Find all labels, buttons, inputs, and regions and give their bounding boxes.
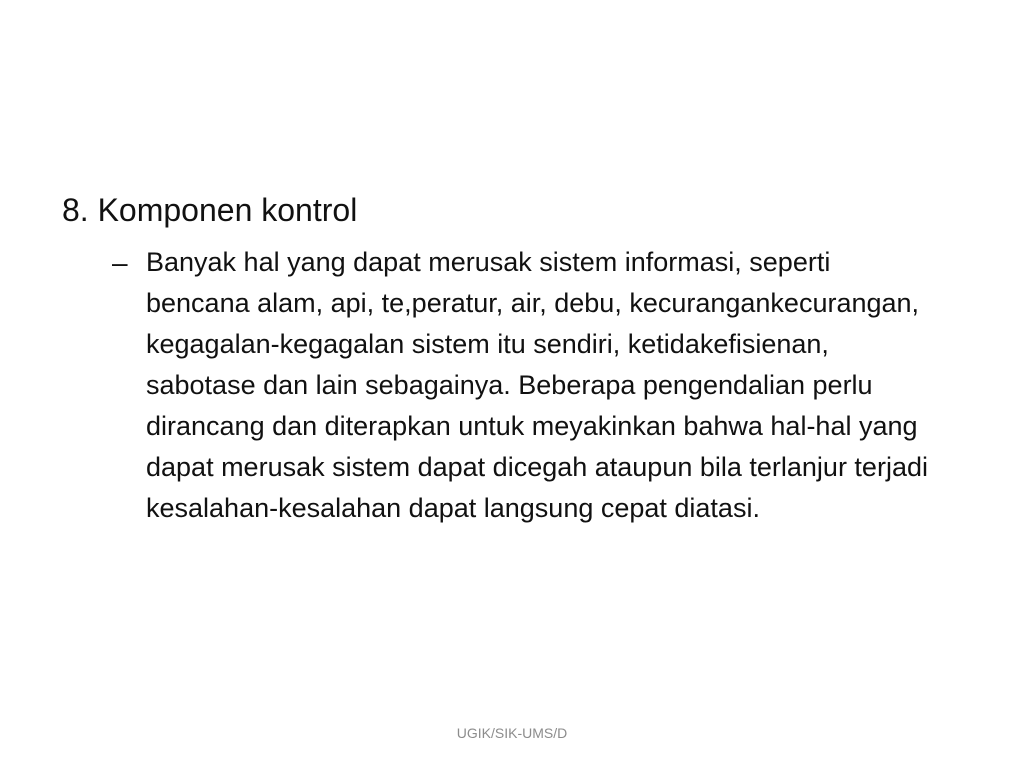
slide-footer: UGIK/SIK-UMS/D [456, 725, 568, 741]
dash-bullet-marker: – [112, 247, 128, 278]
body-paragraph: Banyak hal yang dapat merusak sistem informasi, seperti bencana alam, api, te,peratur, air, debu, kecurangankecurangan, kegagalan-kegagalan sistem itu sendiri, ketidakefisienan, sabotase dan lain sebagainya. Beberapa pengendalian perlu dirancang dan diterapkan untuk meyakinkan bahwa hal-hal yang dapat merusak sistem dapat dicegah ataupun bila terlanjur terjadi kesalahan-kesalahan dapat langsung cepat diatasi. [146, 247, 928, 523]
slide-heading: 8. Komponen kontrol [62, 192, 358, 228]
